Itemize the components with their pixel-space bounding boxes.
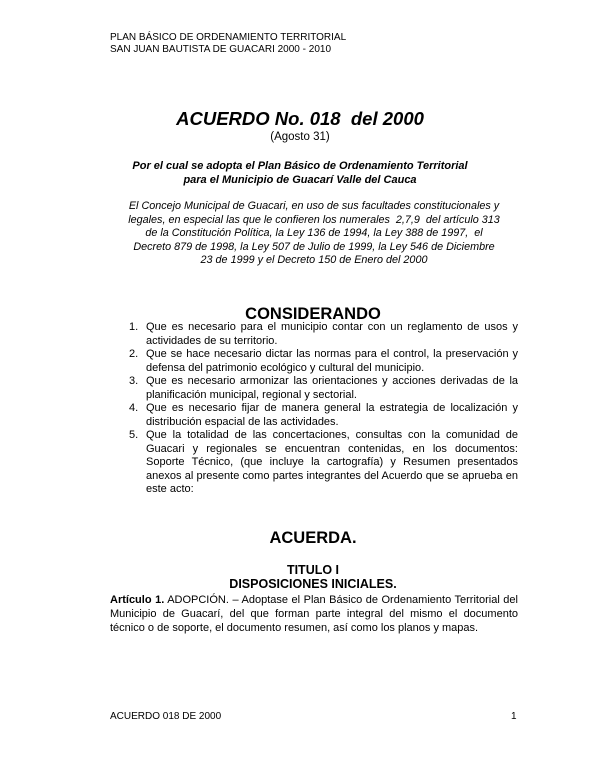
page-number: 1	[511, 711, 517, 722]
intro-line: 23 de 1999 y el Decreto 150 de Enero del 2000	[200, 254, 428, 267]
list-item-number: 1.	[129, 321, 139, 333]
document-subtitle	[110, 160, 490, 187]
list-item-text: Que se hace necesario dictar las normas para el control, la preservación y defensa del patrimonio ecológico y cultural del municipio.	[146, 348, 518, 374]
page-header	[110, 32, 346, 56]
considerando-heading: CONSIDERANDO	[245, 305, 381, 323]
list-item-number: 5.	[129, 429, 139, 441]
list-item-number: 4.	[129, 402, 139, 414]
articulo-label: Artículo 1.	[110, 594, 165, 606]
list-item-text: Que es necesario para el municipio contar con un reglamento de usos y actividades de su territorio.	[146, 321, 518, 347]
subtitle-line-2: para el Municipio de Guacarí Valle del Cauca	[183, 173, 417, 186]
list-item-number: 3.	[129, 375, 139, 387]
list-item	[110, 348, 518, 375]
page-footer-title: ACUERDO 018 DE 2000	[110, 711, 222, 722]
list-item	[110, 375, 518, 402]
considerando-list	[110, 321, 518, 497]
header-line-1: PLAN BÁSICO DE ORDENAMIENTO TERRITORIAL	[110, 32, 347, 43]
list-item-text: Que es necesario armonizar las orientaciones y acciones derivadas de la planificación municipal, regional y sectorial.	[146, 375, 518, 401]
acuerda-heading: ACUERDA.	[269, 529, 357, 547]
document-date: (Agosto 31)	[270, 131, 330, 143]
intro-line: Decreto 879 de 1998, la Ley 507 de Julio de 1999, la Ley 546 de Diciembre	[133, 240, 495, 253]
list-item	[110, 402, 518, 429]
titulo-heading	[0, 563, 600, 591]
header-line-2: SAN JUAN BAUTISTA DE GUACARI 2000 - 2010	[110, 44, 332, 55]
titulo-line-2: DISPOSICIONES INICIALES.	[229, 577, 397, 591]
list-item-text: Que es necesario fijar de manera general la estrategia de localización y distribución espacial de las actividades.	[146, 402, 518, 428]
intro-line: legales, en especial las que le confieren los numerales 2,7,9 del artículo 313	[128, 213, 500, 226]
list-item	[110, 321, 518, 348]
articulo-text: ADOPCIÓN. – Adoptase el Plan Básico de Ordenamiento Territorial del Municipio de Guacarí, del que forman parte integral del mismo el documento técnico o de soporte, el documento resumen, así como los planos y mapas.	[110, 594, 518, 634]
articulo-1	[110, 593, 518, 635]
list-item-text: Que la totalidad de las concertaciones, consultas con la comunidad de Guacari y regionales se encuentran contenidas, en los documentos: Soporte Técnico, (que incluye la cartografía) y Resumen presentados anexos al presente como partes integrantes del Acuerdo que se aprueba en este acto:	[146, 429, 518, 495]
titulo-line-1: TITULO I	[286, 563, 340, 577]
document-title: ACUERDO No. 018 del 2000	[176, 108, 424, 129]
intro-line: El Concejo Municipal de Guacari, en uso de sus facultades constitucionales y	[128, 200, 500, 212]
list-item	[110, 429, 518, 497]
list-item-number: 2.	[129, 348, 139, 360]
subtitle-line-1: Por el cual se adopta el Plan Básico de Ordenamiento Territorial	[132, 160, 468, 172]
intro-paragraph	[108, 200, 520, 268]
intro-line: de la Constitución Política, la Ley 136 de 1994, la Ley 388 de 1997, el	[145, 227, 483, 240]
